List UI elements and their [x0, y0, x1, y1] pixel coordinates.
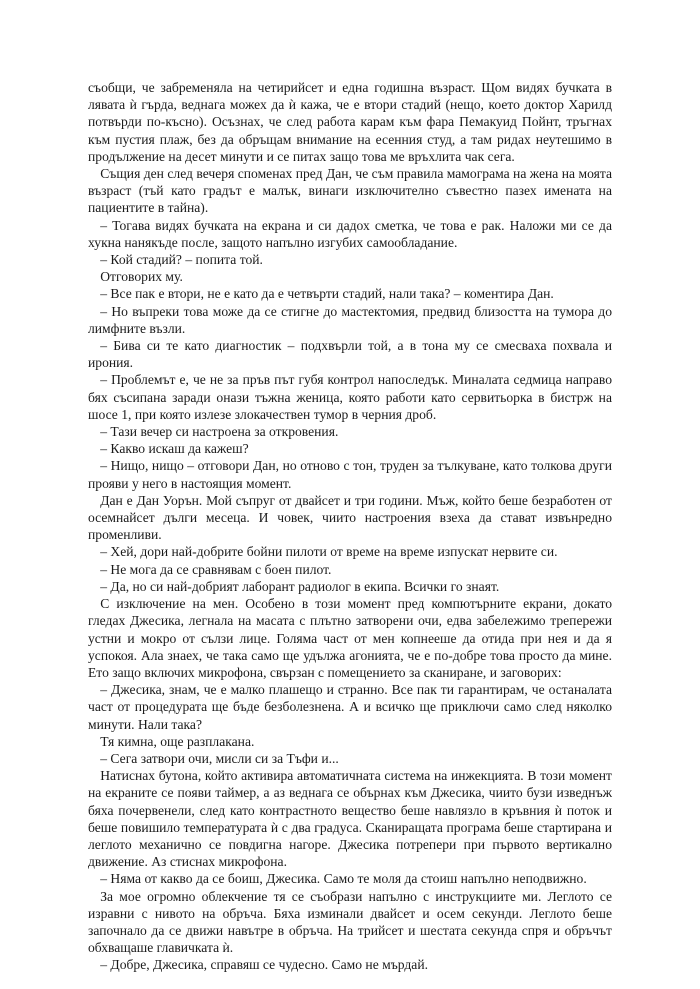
paragraph-1: съобщи, че забременяла на четирийсет и една годишна възраст. Щом видях бучката в лявата ѝ гърда, веднага можех да ѝ кажа, че е втори стадий (нещо, което доктор Харилд потвърди по-късно). Осъзнах, че след работа карам към фара Пемакуид Пойнт, тръгнах към пустия плаж, без да обръщам внимание на есенния студ, а там ридах неутешимо в продължение на десет минути и се питах защо това ме връхлита чак сега. [88, 80, 612, 164]
paragraph-8: – Бива си те като диагностик – подхвърли той, а в тона му се смесваха похвала и ирония. [88, 338, 612, 371]
paragraph-22: – Няма от какво да се боиш, Джесика. Само те моля да стоиш напълно неподвижно. [100, 871, 587, 887]
paragraph-12: – Нищо, нищо – отговори Дан, но отново с тон, труден за тълкуване, като толкова други прояви у него в настоящия момент. [88, 458, 612, 491]
paragraph-20: – Сега затвори очи, мисли си за Тъфи и... [100, 750, 339, 766]
paragraph-14: – Хей, дори най-добрите бойни пилоти от време на време изпускат нервите си. [100, 544, 558, 560]
paragraph-4: – Кой стадий? – попита той. [100, 252, 263, 268]
paragraph-17: С изключение на мен. Особено в този момент пред компютърните екрани, докато гледах Джесика, легнала на масата с плътно затворени очи, едва забележимо трепережи устни и мокро от сълзи лице. Голяма част от мен копнееше да отида при нея и да я успокоя. Ала знаех, че така само ще удължа агонията, че е по-добре това просто да мине. Ето защо включих микрофона, свързан с помещението за сканиране, и заговорих: [88, 596, 612, 680]
paragraph-7: – Но въпреки това може да се стигне до мастектомия, предвид близостта на тумора до лимфните възли. [88, 303, 612, 336]
paragraph-11: – Какво искаш да кажеш? [100, 441, 249, 457]
paragraph-15: – Не мога да се сравнявам с боен пилот. [100, 561, 332, 577]
paragraph-19: Тя кимна, още разплакана. [100, 733, 255, 749]
document-page [88, 79, 612, 974]
paragraph-3: – Тогава видях бучката на екрана и си дадох сметка, че това е рак. Наложи ми се да хукна нанякъде после, защото напълно изгубих самообладание. [88, 217, 612, 250]
paragraph-2: Същия ден след вечеря споменах пред Дан, че съм правила мамограма на жена на моята възраст (тъй като градът е малък, винаги изключително съвестно пазех имената на пациентите в тайна). [88, 166, 612, 216]
paragraph-24: – Добре, Джесика, справяш се чудесно. Само не мърдай. [100, 957, 429, 973]
paragraph-5: Отговорих му. [100, 269, 183, 285]
paragraph-6: – Все пак е втори, не е като да е четвърти стадий, нали така? – коментира Дан. [100, 286, 554, 302]
paragraph-10: – Тази вечер си настроена за откровения. [100, 424, 339, 440]
paragraph-16: – Да, но си най-добрият лаборант радиолог в екипа. Всички го знаят. [100, 578, 500, 594]
paragraph-13: Дан е Дан Уорън. Мой съпруг от двайсет и три години. Мъж, който беше безработен от осемнайсет дълги месеца. И човек, чиито настроения взеха да стават извънредно променливи. [88, 492, 612, 543]
paragraph-21: Натиснах бутона, който активира автоматичната система на инжекцията. В този момент на екраните се появи таймер, а аз веднага се обърнах към Джесика, чиито бузи изведнъж бяха почервенели, след като контрастното вещество беше навлязло в кръвния ѝ поток и беше повишило температурата ѝ с два градуса. Сканиращата програма беше стартирана и леглото механично се повдигна нагоре. Джесика потрепери при първото вертикално движение. Аз стиснах микрофона. [88, 768, 612, 870]
paragraph-23: За мое огромно облекчение тя се съобрази напълно с инструкциите ми. Леглото се изравни с нивото на обръча. Бяха изминали двайсет и осем секунди. Леглото беше започнало да се движи навътре в обръча. На трийсет и шестата секунда спря и обръчът обхващаше главичката ѝ. [88, 888, 612, 956]
paragraph-9: – Проблемът е, че не за пръв път губя контрол напоследък. Миналата седмица направо бях съсипана заради онази тъжна женица, която работи като сервитьорка в бистрж на шосе 1, при която излезе злокачествен тумор в черния дроб. [88, 372, 612, 422]
paragraph-18: – Джесика, знам, че е малко плашещо и странно. Все пак ти гарантирам, че останалата част от процедурата ще бъде безболезнена. А и всичко ще приключи само след няколко минути. Нали така? [88, 682, 612, 732]
